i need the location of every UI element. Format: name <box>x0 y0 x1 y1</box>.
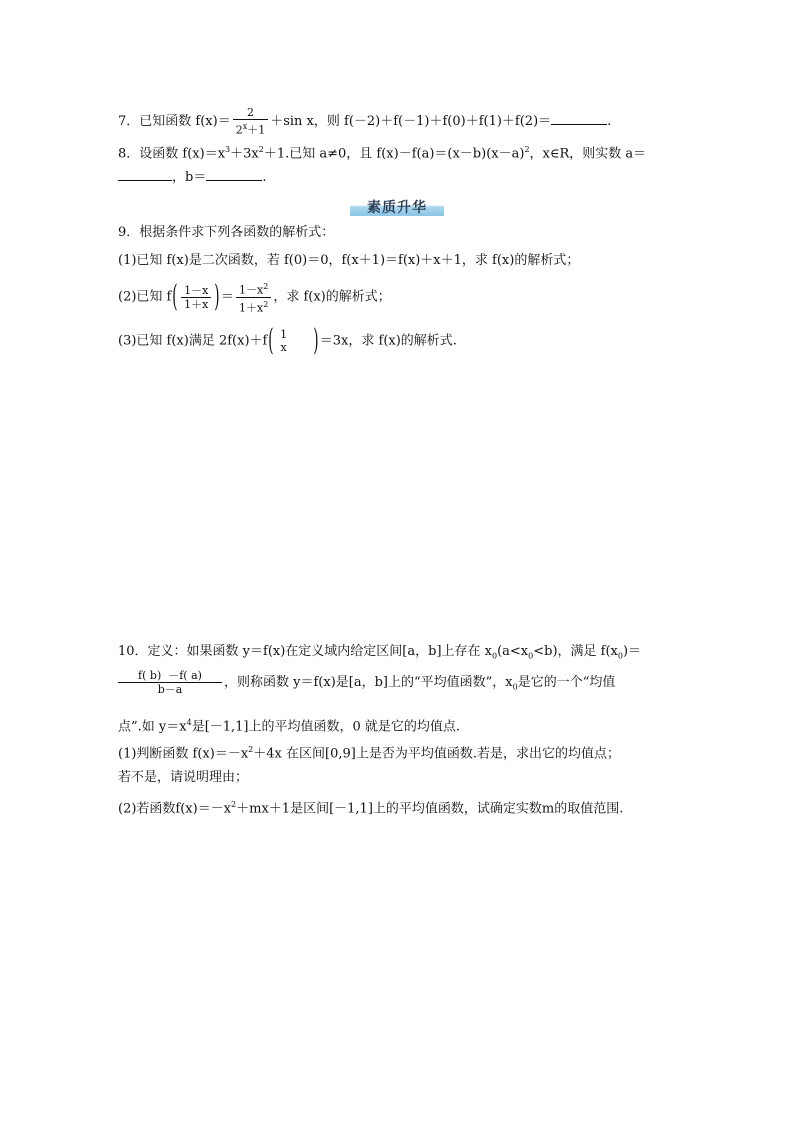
q7-den-exponent: x <box>242 122 248 131</box>
question-10-line-1 <box>118 644 641 665</box>
q9-p3-suffix: ＝3x，求 f(x)的解析式. <box>319 333 457 349</box>
q10-frac-den: b－a <box>157 683 183 696</box>
section-banner <box>350 196 444 216</box>
q10-text-c: <b)，满足 f(x <box>533 644 618 659</box>
q10-p1-exp: 2 <box>248 745 254 754</box>
q10-text-b: (a<x <box>497 644 529 659</box>
q9-p2-prefix: (2)已知 f <box>118 289 172 305</box>
q7-suffix: ＋sin x，则 f(－2)＋f(－1)＋f(0)＋f(1)＋f(2)＝ <box>270 113 552 129</box>
q9-p2-inner-fraction <box>181 284 211 311</box>
q10-p1-text-a: (1)判断函数 f(x)＝－x <box>118 746 249 762</box>
q9-p2-rhs-den-exp: 2 <box>263 299 269 309</box>
q8-exp-2: 2 <box>258 145 264 154</box>
q10-text-l3a: 点”.如 y＝x <box>118 719 187 735</box>
question-10-line-3 <box>118 715 460 735</box>
q9-p2-rhs-den-base: 1＋x <box>239 301 264 315</box>
q8-text-mid: ，b＝ <box>172 170 207 185</box>
q10-sub-0-b: 0 <box>528 651 534 661</box>
q8-text-end: . <box>262 170 267 185</box>
q10-p2-exp: 2 <box>231 800 237 809</box>
q9-p3-inner-fraction <box>277 328 290 354</box>
question-10-part-1-line-1 <box>118 742 620 762</box>
q9-p2-right-paren: ) <box>214 279 220 315</box>
q8-exp-3: 3 <box>225 145 231 154</box>
q7-prefix: 7．已知函数 f(x)＝ <box>118 113 231 129</box>
q9-p2-inner-den: 1＋x <box>184 297 209 311</box>
q10-text-l2a: ，则称函数 y＝f(x)是[a，b]上的“平均值函数”，x <box>224 675 513 690</box>
q10-text-l3b: 是[－1,1]上的平均值函数，0 就是它的均值点. <box>191 719 461 735</box>
question-8-line-1 <box>118 142 646 162</box>
q7-den-tail: ＋1 <box>247 123 266 137</box>
q9-p3-prefix: (3)已知 f(x)满足 2f(x)＋f <box>118 333 268 349</box>
q9-p2-rhs-num-exp: 2 <box>263 282 269 291</box>
q7-frac-denominator <box>233 120 269 137</box>
q7-end: . <box>607 113 612 129</box>
q9-p2-suffix: ，求 f(x)的解析式； <box>273 289 391 305</box>
question-9-part-2 <box>118 280 391 314</box>
q8-exp-2b: 2 <box>524 145 530 154</box>
q10-text-d: )＝ <box>622 644 642 659</box>
question-7 <box>118 106 611 137</box>
q7-fraction <box>233 106 269 137</box>
question-9-part-3 <box>118 323 457 358</box>
q9-p3-inner-num: 1 <box>280 328 288 341</box>
banner-label: 素质升华 <box>367 200 427 216</box>
q10-p2-text-a: (2)若函数f(x)＝－x <box>118 801 232 817</box>
question-10-line-2 <box>118 668 615 703</box>
q10-p1-text-b: ＋4x 在区间[0,9]上是否为平均值函数.若是，求出它的均值点； <box>253 746 620 762</box>
q9-p2-inner-num: 1－x <box>181 284 211 298</box>
q9-p3-right-paren: ) <box>313 323 319 358</box>
question-9-title: 9．根据条件求下列各函数的解析式： <box>118 225 335 240</box>
q9-p3-inner-den: x <box>280 341 287 354</box>
q9-p2-rhs-num <box>236 280 271 298</box>
q10-text-l2b: 是它的一个“均值 <box>517 675 616 690</box>
q7-den-base: 2 <box>235 123 243 137</box>
q10-frac-num: f( b) －f( a) <box>118 669 222 683</box>
question-9-part-1: (1)已知 f(x)是二次函数，若 f(0)＝0，f(x＋1)＝f(x)＋x＋1，求 f(x)的解析式； <box>118 253 580 268</box>
q10-fraction <box>118 669 222 696</box>
q7-answer-blank[interactable] <box>551 124 607 125</box>
q10-sub-0-a: 0 <box>492 651 498 661</box>
q9-p2-rhs-fraction <box>236 280 271 314</box>
q8-text-a: 8．设函数 f(x)＝x <box>118 146 226 162</box>
question-10-part-1-line-2: 若不是，请说明理由； <box>118 770 249 785</box>
q10-exp-4: 4 <box>186 718 192 727</box>
q9-p3-left-paren: ( <box>268 323 274 358</box>
q8-text-c: ＋1.已知 a≠0，且 f(x)－f(a)＝(x－b)(x－a) <box>263 146 525 162</box>
q7-frac-numerator: 2 <box>233 106 269 120</box>
q8-text-b: ＋3x <box>230 146 259 162</box>
q9-p2-rhs-num-base: 1－x <box>239 283 264 297</box>
q10-sub-0-c: 0 <box>617 651 623 661</box>
q8-text-d: ，x∈R，则实数 a＝ <box>529 146 647 162</box>
q10-text-a: 10．定义：如果函数 y＝f(x)在定义域内给定区间[a，b]上存在 x <box>118 644 492 659</box>
q8-answer-b-blank[interactable] <box>206 180 262 181</box>
q10-p2-text-b: ＋mx＋1是区间[－1,1]上的平均值函数，试确定实数m的取值范围. <box>236 801 624 817</box>
question-8-line-2 <box>118 170 266 186</box>
q9-p2-equals: ＝ <box>221 289 235 305</box>
q8-answer-a-blank[interactable] <box>118 180 172 181</box>
q9-p2-rhs-den <box>236 298 271 315</box>
question-10-part-2 <box>118 797 623 817</box>
q9-p2-left-paren: ( <box>172 279 178 315</box>
q10-sub-0-d: 0 <box>512 682 518 692</box>
